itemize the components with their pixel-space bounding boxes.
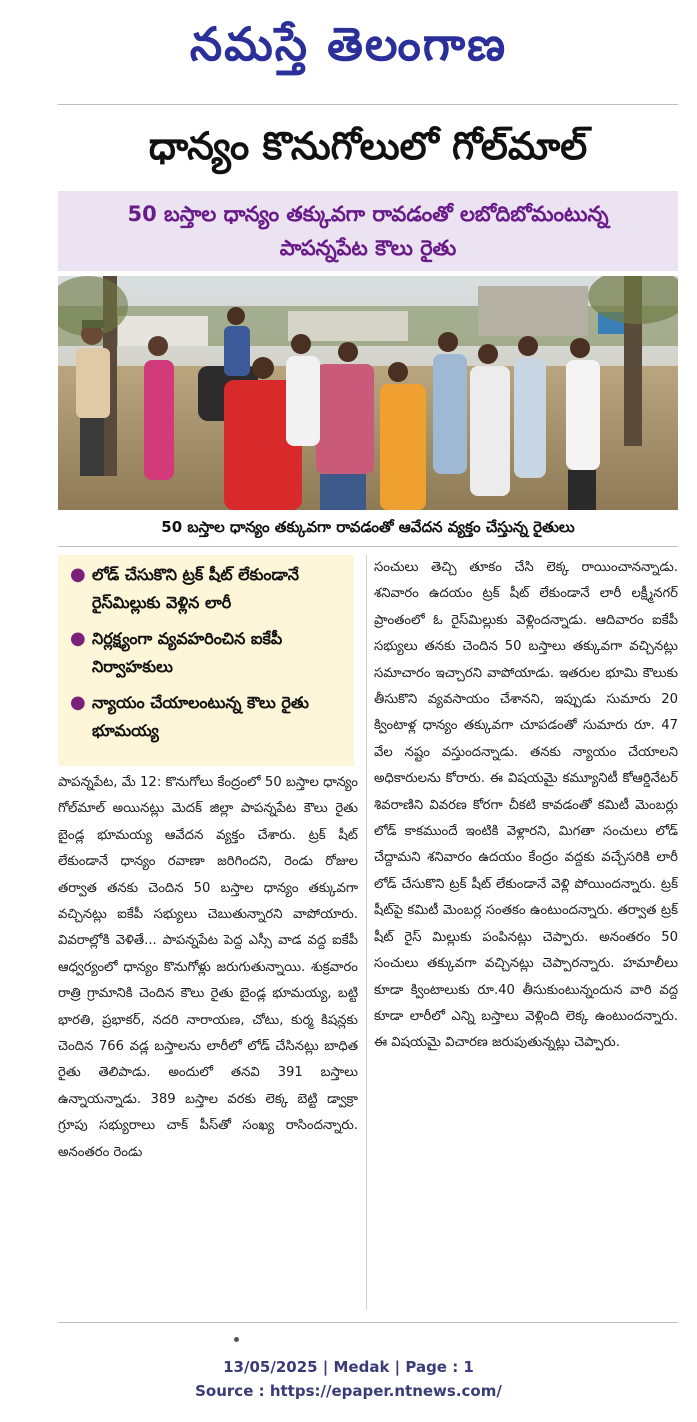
highlight-text: న్యాయం చేయాలంటున్న కౌలు రైతు భూమయ్య [92, 693, 309, 740]
highlight-text: నిర్లక్ష్యంగా వ్యవహరించిన ఐకేపీ నిర్వాహకులు [92, 629, 283, 676]
article-body-right-column [374, 555, 678, 1310]
top-divider [58, 104, 678, 105]
article-body-left-column [58, 770, 358, 1305]
article-paragraph: పాపన్నపేట, మే 12: కొనుగోలు కేంద్రంలో 50 బస్తాల ధాన్యం గోల్‌మాల్‌ అయినట్లు మెదక్‌ జిల్లా పాపన్నపేట కౌలు రైతు బైండ్ల భూమయ్య ఆవేదన వ్యక్తం చేశారు. ట్రక్‌ షీట్‌ లేకుండానే ధాన్యం రవాణా జరిగిందని, రెండు రోజుల తర్వాత తనకు చెందిన 50 బస్తాల ధాన్యం తక్కువగా వచ్చినట్లు ఐకేపీ సభ్యులు చెబుతున్నారని వాపోయారు. వివరాల్లోకి వెళితే... పాపన్నపేట పెద్ద ఎస్సీ వాడ వద్ద ఐకేపీ ఆధ్వర్యంలో ధాన్యం కొనుగోళ్లు జరుగుతున్నాయి. శుక్రవారం రాత్రి గ్రామానికి చెందిన కౌలు రైతు బైండ్ల భూమయ్య, బట్టి భారతి, ప్రభాకర్‌, నదరి నారాయణ, చోటు, కుర్మ కిషన్లకు చెందిన 766 వడ్ల బస్తాలను లారీలో లోడ్‌ చేసినట్లు బాధిత రైతు తెలిపాడు. అందులో తనవి 391 బస్తాలు ఉన్నాయన్నాడు. 389 బస్తాల వరకు లెక్క బెట్టి డ్వాక్రా గ్రూపు సభ్యురాలు చాక్‌ పీస్‌తో సంఖ్య రాసిందన్నారు. అనంతరం రెండు [58, 775, 358, 1160]
column-divider [366, 555, 367, 1310]
caption-divider [58, 546, 678, 547]
highlights-box [58, 555, 354, 766]
subheadline [58, 191, 678, 271]
subheadline-line-1: 50 బస్తాల ధాన్యం తక్కువగా రావడంతో లబోదిబోమంటున్న [127, 202, 609, 226]
masthead [0, 0, 697, 100]
bullet-icon: ● [70, 692, 86, 713]
highlight-item [70, 689, 346, 745]
article-paragraph: సంచులు తెచ్చి తూకం చేసి లెక్క రాయించానన్నాడు. శనివారం ఉదయం ట్రక్‌ షీట్‌ లేకుండానే లారీ లక్ష్మీనగర్‌ ప్రాంతంలో ఓ రైస్‌మిల్లుకు వెళ్లిందన్నాడు. ఆదివారం ఐకేపీ సభ్యులు తనకు చెందిన 50 బస్తాలు తక్కువగా వచ్చినట్లు సమాచారం ఇచ్చారని వాపోయాడు. ఇతరుల భూమి కౌలుకు తీసుకొని వ్యవసాయం చేశానని, ఇప్పుడు సుమారు 20 క్వింటాళ్ల ధాన్యం తక్కువగా చూపడంతో సుమారు రూ. 47 వేల నష్టం వస్తుందన్నాడు. తనకు న్యాయం చేయాలని అధికారులను కోరారు. ఈ విషయమై కమ్యూనిటీ కోఆర్డినేటర్‌ శివరాణిని వివరణ కోరగా చీకటి కావడంతో కమిటీ మెంబర్లు లోడ్‌ కాకముందే ఇంటికి వెళ్లారని, మిగతా సంచులు లోడ్‌ చేద్దామని శనివారం ఉదయం కేంద్రం వద్దకు వచ్చేసరికి లారీ లోడ్‌ చేసుకొని ట్రక్‌ షీట్‌ లేకుండానే వెళ్లి పోయిందన్నారు. ట్రక్‌ షీట్‌పై కమిటీ మెంబర్ల సంతకం ఉంటుందన్నారు. తర్వాత ట్రక్‌ షీట్‌ రైస్‌ మిల్లుకు పంపినట్లు చెప్పారు. అనంతరం 50 సంచులు తక్కువగా వచ్చినట్లు చెప్పారన్నారు. హమాలీలు కూడా క్వింటాలుకు రూ.40 తీసుకుంటున్నందున వారి వద్ద కూడా లారీలో ఎన్ని బస్తాలు వెళ్లింది లెక్క ఉంటుందన్నారు. ఈ విషయమై విచారణ జరుపుతున్నట్లు చెప్పారు. [374, 560, 678, 1051]
highlight-text: లోడ్‌ చేసుకొని ట్రక్‌ షీట్‌ లేకుండానే రైస్‌మిల్లుకు వెళ్లిన లారీ [92, 565, 300, 612]
bottom-divider [58, 1322, 678, 1323]
highlight-item [70, 625, 346, 681]
news-photo [58, 276, 678, 510]
photo-caption: 50 బస్తాల ధాన్యం తక్కువగా రావడంతో ఆవేదన వ్యక్తం చేస్తున్న రైతులు [161, 518, 575, 536]
farmers-gathering-photo [58, 276, 678, 510]
bullet-icon: ● [70, 564, 86, 585]
end-marker [234, 1337, 239, 1342]
footer-source: Source : https://epaper.ntnews.com/ [195, 1382, 502, 1400]
bullet-icon: ● [70, 628, 86, 649]
headline: ధాన్యం కొనుగోలులో గోల్‌మాల్‌ [148, 124, 588, 168]
footer-date-edition: 13/05/2025 | Medak | Page : 1 [223, 1358, 474, 1376]
newspaper-logo: నమస్తే తెలంగాణ [189, 17, 508, 71]
subheadline-line-2: పాపన్నపేట కౌలు రైతు [279, 236, 457, 260]
highlight-item [70, 561, 346, 617]
